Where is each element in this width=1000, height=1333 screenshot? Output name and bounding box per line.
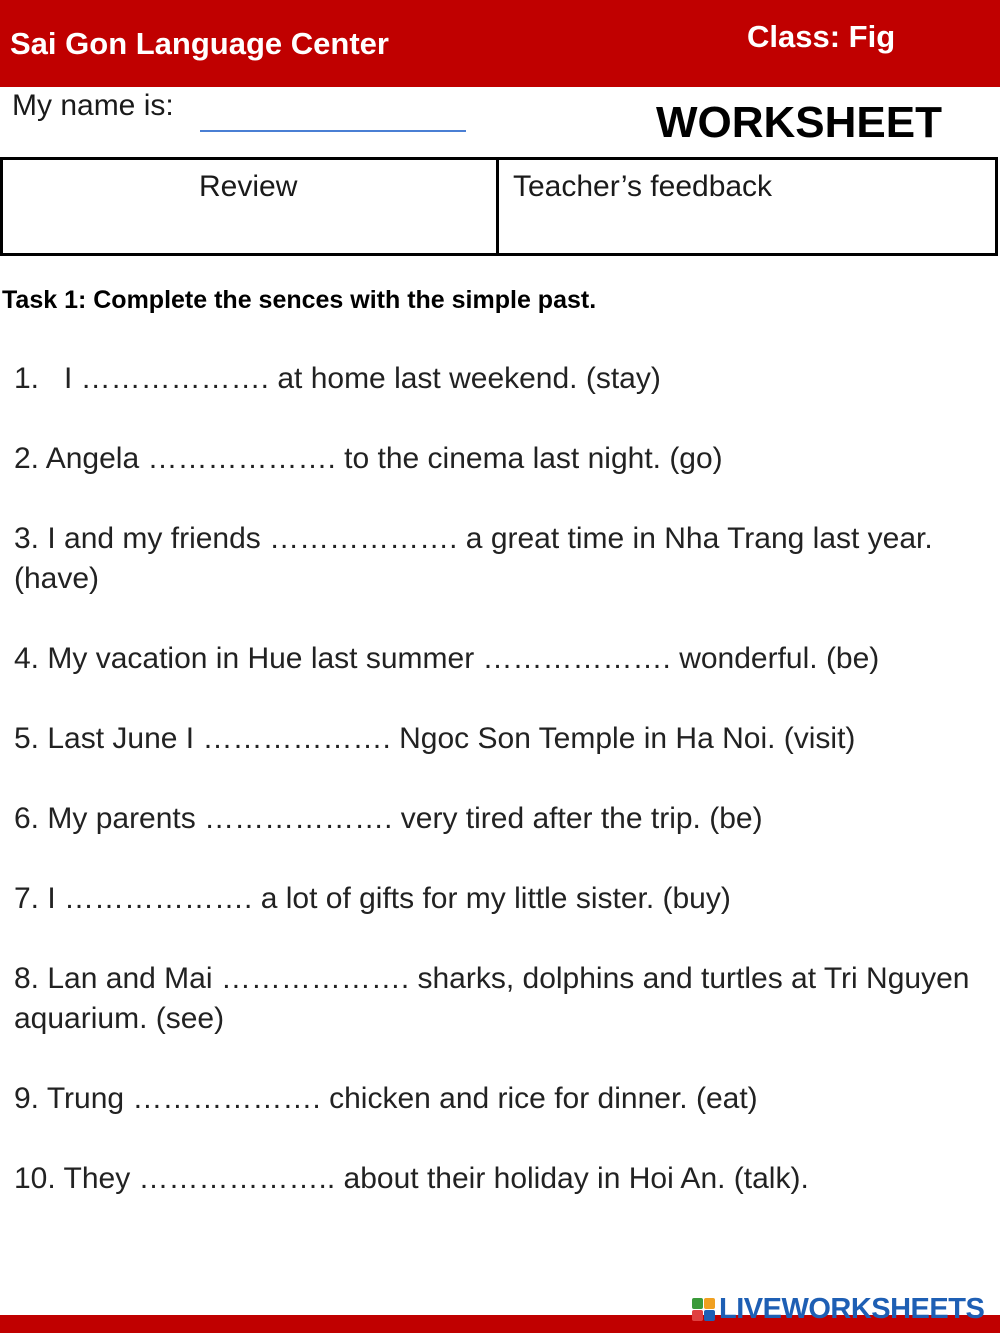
liveworksheets-logo-icon <box>692 1298 715 1321</box>
teacher-feedback-label: Teacher’s feedback <box>513 170 773 203</box>
item-number: 5. <box>14 722 40 755</box>
name-input-line[interactable] <box>200 130 466 132</box>
item-number: 10. <box>14 1162 56 1195</box>
item-number: 6. <box>14 802 40 835</box>
item-number: 1. <box>14 362 40 395</box>
review-label: Review <box>199 170 298 203</box>
item-text: My parents ………………. very tired after the trip. (be) <box>47 802 763 835</box>
task-title: Task 1: Complete the sences with the simple past. <box>2 286 597 314</box>
exercise-item-2 <box>14 439 984 479</box>
exercise-item-8 <box>14 959 984 1039</box>
item-text: I and my friends ………………. a great time in Nha Trang last year. (have) <box>14 522 933 595</box>
review-feedback-table <box>0 157 998 256</box>
center-name: Sai Gon Language Center <box>10 26 389 61</box>
item-text: They ……………….. about their holiday in Hoi An. (talk). <box>63 1162 809 1195</box>
item-text: Trung ………………. chicken and rice for dinner. (eat) <box>46 1082 758 1115</box>
exercise-item-7 <box>14 879 984 919</box>
item-number: 2. <box>14 442 40 475</box>
item-text: Last June I ………………. Ngoc Son Temple in Ha Noi. (visit) <box>47 722 856 755</box>
exercise-item-9 <box>14 1079 984 1119</box>
exercise-item-1 <box>14 359 984 399</box>
item-number: 9. <box>14 1082 40 1115</box>
item-number: 3. <box>14 522 40 555</box>
logo-text: LIVEWORKSHEETS <box>719 1292 985 1325</box>
exercise-item-5 <box>14 719 984 759</box>
exercise-item-10 <box>14 1159 984 1199</box>
exercise-item-3 <box>14 519 984 599</box>
item-text: My vacation in Hue last summer ………………. wonderful. (be) <box>47 642 880 675</box>
item-text: Lan and Mai ………………. sharks, dolphins and turtles at Tri Nguyen aquarium. (see) <box>14 962 970 1035</box>
item-text: Angela ………………. to the cinema last night. (go) <box>45 442 723 475</box>
item-text: I ………………. at home last weekend. (stay) <box>64 362 661 395</box>
item-number: 8. <box>14 962 40 995</box>
exercise-item-6 <box>14 799 984 839</box>
class-label: Class: Fig <box>747 19 896 54</box>
exercise-item-4 <box>14 639 984 679</box>
name-label: My name is: <box>12 89 174 122</box>
worksheet-title: WORKSHEET <box>656 98 942 147</box>
liveworksheets-logo[interactable] <box>692 1294 984 1324</box>
item-number: 4. <box>14 642 40 675</box>
table-divider <box>496 160 499 253</box>
item-text: I ………………. a lot of gifts for my little sister. (buy) <box>47 882 731 915</box>
item-number: 7. <box>14 882 40 915</box>
